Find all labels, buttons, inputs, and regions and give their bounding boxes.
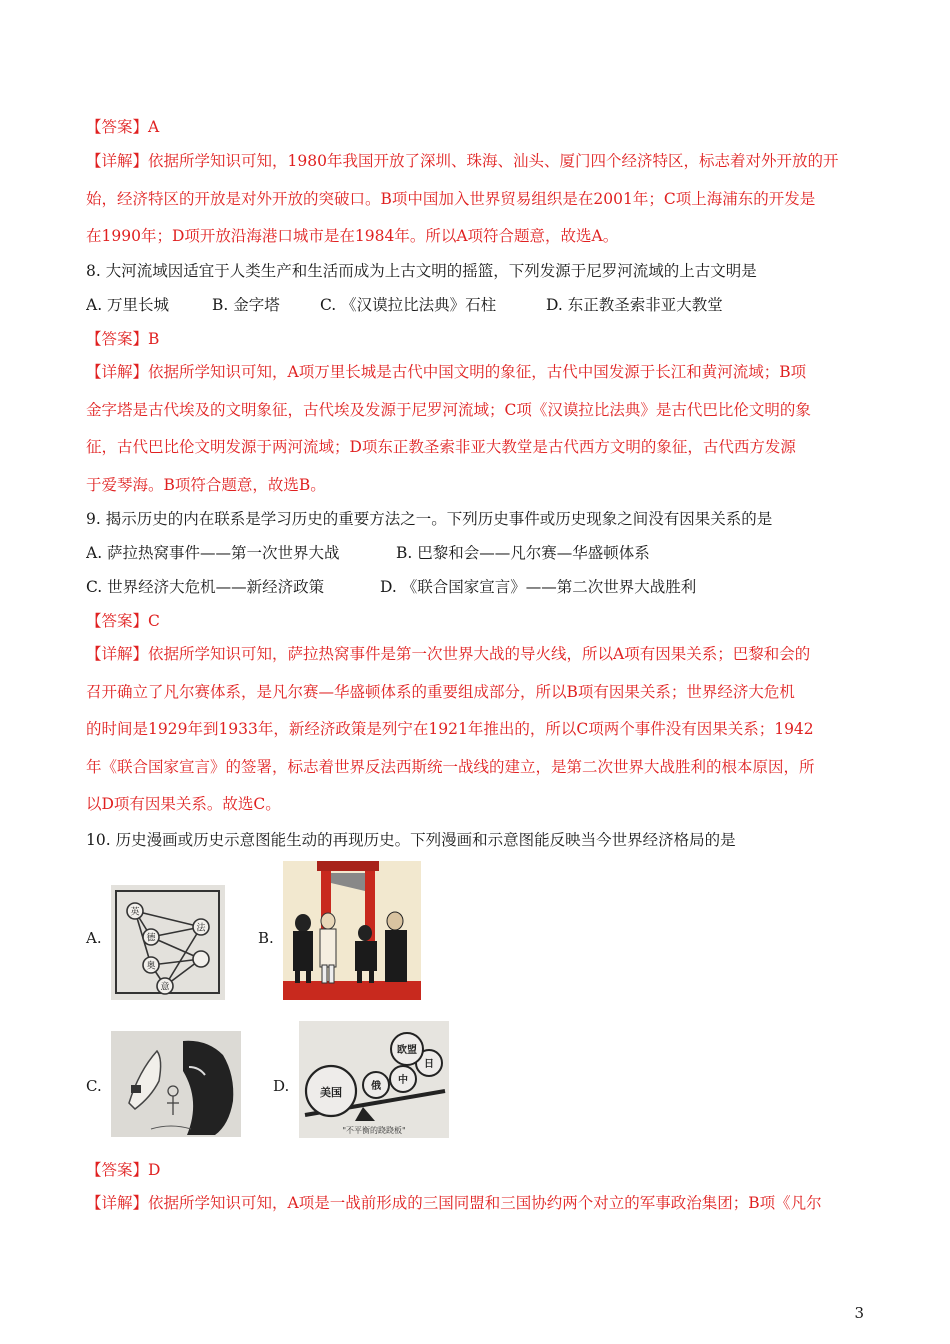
detail-line: 【详解】依据所学知识可知，A项万里长城是古代中国文明的象征，古代中国发源于长江和黄河流域；B项 bbox=[86, 363, 807, 381]
answer-label: 【答案】C bbox=[86, 612, 160, 630]
figure-d-seesaw-diagram bbox=[299, 1021, 449, 1138]
detail-line: 在1990年；D项开放沿海港口城市是在1984年。所以A项符合题意，故选A。 bbox=[86, 227, 619, 245]
seesaw-label-china: 中 bbox=[398, 1075, 408, 1086]
seesaw-label-eu: 欧盟 bbox=[397, 1045, 417, 1056]
diagram-node-label: 意 bbox=[160, 982, 170, 993]
detail-line: 征，古代巴比伦文明发源于两河流域；D项东正教圣索非亚大教堂是古代西方文明的象征，古代西方发源 bbox=[86, 438, 796, 456]
detail-line: 召开确立了凡尔赛体系，是凡尔赛—华盛顿体系的重要组成部分，所以B项有因果关系；世界经济大危机 bbox=[86, 683, 795, 701]
option-a: A. 万里长城 bbox=[86, 296, 170, 314]
detail-line: 以D项有因果关系。故选C。 bbox=[86, 795, 281, 813]
answer-label: 【答案】A bbox=[86, 118, 160, 136]
options-row bbox=[86, 543, 866, 563]
detail-line: 【详解】依据所学知识可知，萨拉热窝事件是第一次世界大战的导火线，所以A项有因果关系；巴黎和会的 bbox=[86, 645, 811, 663]
detail-line: 【详解】依据所学知识可知，A项是一战前形成的三国同盟和三国协约两个对立的军事政治集团；B项《凡尔 bbox=[86, 1194, 822, 1212]
option-a: A. 萨拉热窝事件——第一次世界大战 bbox=[86, 544, 340, 562]
answer-label: 【答案】B bbox=[86, 330, 160, 348]
figure-label-c: C. bbox=[86, 1077, 102, 1095]
option-b: B. 金字塔 bbox=[212, 296, 280, 314]
seesaw-label-japan: 日 bbox=[424, 1059, 434, 1070]
figure-a-alliance-diagram bbox=[111, 885, 225, 1000]
figure-label-b: B. bbox=[258, 929, 274, 947]
detail-line: 金字塔是古代埃及的文明象征，古代埃及发源于尼罗河流域；C项《汉谟拉比法典》是古代巴比伦文明的象 bbox=[86, 401, 811, 419]
option-b: B. 巴黎和会——凡尔赛—华盛顿体系 bbox=[396, 544, 650, 562]
question-stem: 8. 大河流域因适宜于人类生产和生活而成为上古文明的摇篮，下列发源于尼罗河流域的上古文明是 bbox=[86, 262, 757, 280]
figure-label-a: A. bbox=[86, 929, 102, 947]
question-stem: 10. 历史漫画或历史示意图能生动的再现历史。下列漫画和示意图能反映当今世界经济格局的是 bbox=[86, 831, 736, 849]
detail-line: 始，经济特区的开放是对外开放的突破口。B项中国加入世界贸易组织是在2001年；C项上海浦东的开发是 bbox=[86, 190, 816, 208]
diagram-node-label: 奥 bbox=[146, 961, 156, 972]
answer-label: 【答案】D bbox=[86, 1161, 161, 1179]
option-c: C. 世界经济大危机——新经济政策 bbox=[86, 578, 325, 596]
question-stem: 9. 揭示历史的内在联系是学习历史的重要方法之一。下列历史事件或历史现象之间没有因果关系的是 bbox=[86, 510, 773, 528]
option-d: D. 东正教圣索非亚大教堂 bbox=[546, 296, 723, 314]
option-c: C. 《汉谟拉比法典》石柱 bbox=[320, 296, 497, 314]
options-row bbox=[86, 295, 866, 315]
detail-line: 【详解】依据所学知识可知，1980年我国开放了深圳、珠海、汕头、厦门四个经济特区，标志着对外开放的开 bbox=[86, 152, 839, 170]
detail-line: 年《联合国家宣言》的签署，标志着世界反法西斯统一战线的建立，是第二次世界大战胜利的根本原因，所 bbox=[86, 758, 815, 776]
diagram-node-label: 德 bbox=[146, 933, 156, 944]
option-d: D. 《联合国家宣言》——第二次世界大战胜利 bbox=[380, 578, 697, 596]
seesaw-caption: "不平衡的跷跷板" bbox=[342, 1126, 406, 1135]
diagram-node bbox=[193, 951, 209, 967]
figure-c-sketch-cartoon bbox=[111, 1031, 241, 1137]
seesaw-label-usa: 美国 bbox=[320, 1086, 342, 1099]
page-number: 3 bbox=[854, 1304, 864, 1322]
figure-label-d: D. bbox=[273, 1077, 290, 1095]
figure-b-guillotine-cartoon bbox=[283, 861, 421, 1000]
diagram-node-label: 法 bbox=[196, 923, 206, 934]
seesaw-label-russia: 俄 bbox=[371, 1081, 381, 1092]
detail-line: 的时间是1929年到1933年，新经济政策是列宁在1921年推出的，所以C项两个事件没有因果关系；1942 bbox=[86, 720, 814, 738]
options-row bbox=[86, 577, 866, 597]
detail-line: 于爱琴海。B项符合题意，故选B。 bbox=[86, 476, 326, 494]
diagram-node-label: 英 bbox=[130, 907, 140, 918]
